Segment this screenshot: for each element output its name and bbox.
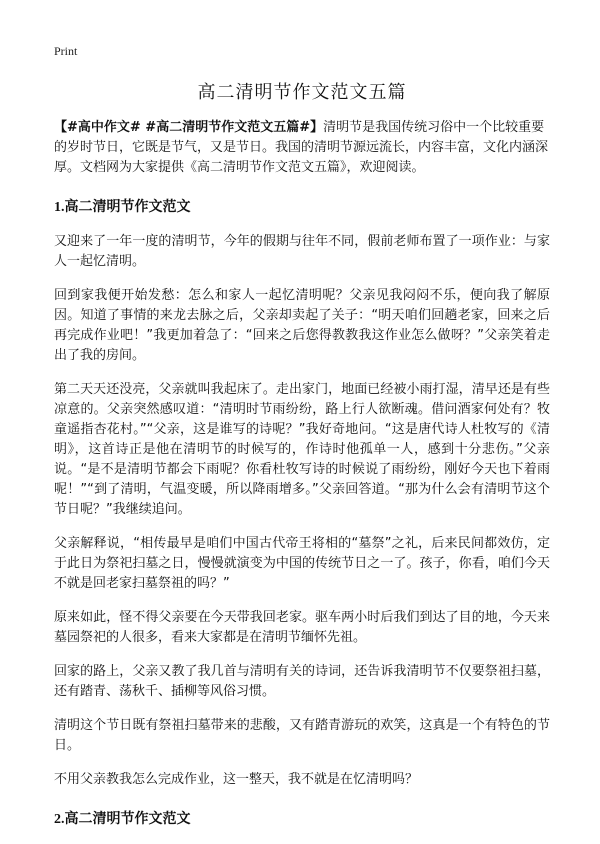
paragraph-1: 又迎来了一年一度的清明节，今年的假期与往年不同，假前老师布置了一项作业：与家人一起忆清明。 [54, 234, 550, 269]
paragraph-6: 回家的路上，父亲又教了我几首与清明有关的诗词，还告诉我清明节不仅要祭祖扫墓，还有踏青、荡秋千、插柳等风俗习惯。 [54, 664, 550, 699]
section-title-2: 2.高二清明节作文范文 [54, 812, 191, 827]
paragraph-2: 回到家我便开始发愁：怎么和家人一起忆清明呢？父亲见我闷闷不乐，便向我了解原因。知道了事情的来龙去脉之后，父亲却卖起了关子：“明天咱们回趟老家，回来之后再完成作业吧！”我更加着急了：“回来之后您得教教我这作业怎么做呀？”父亲笑着走出了我的房间。 [54, 288, 550, 363]
paragraph-3: 第二天天还没亮，父亲就叫我起床了。走出家门，地面已经被小雨打湿，清早还是有些凉意的。父亲突然感叹道：“清明时节雨纷纷，路上行人欲断魂。借问酒家何处有？牧童遥指杏花村。”“父亲，这是谁写的诗呢？”我好奇地问。“这是唐代诗人杜牧写的《清明》，这首诗正是他在清明节的时候写的，作诗时他孤单一人，感到十分悲伤。”父亲说。“是不是清明节都会下雨呢？你看杜牧写诗的时候说了雨纷纷，刚好今天也下着雨呢！”“到了清明，气温变暖，所以降雨增多。”父亲回答道。“那为什么会有清明节这个节日呢？”我继续追问。 [54, 382, 550, 517]
article [54, 78, 550, 844]
intro-paragraph [54, 118, 550, 178]
intro-text: 清明节是我国传统习俗中一个比较重要的岁时节日，它既是节气，又是节日。我国的清明节源远流长，内容丰富，文化内涵深厚。文档网为大家提供《高二清明节作文范文五篇》，欢迎阅读。 [54, 120, 549, 175]
paragraph-5: 原来如此，怪不得父亲要在今天带我回老家。驱车两小时后我们到达了目的地，今天来墓园祭祀的人很多，看来大家都是在清明节缅怀先祖。 [54, 610, 550, 645]
paragraph-4: 父亲解释说，“相传最早是咱们中国古代帝王将相的“墓祭”之礼，后来民间都效仿，定于此日为祭祀扫墓之日，慢慢就演变为中国的传统节日之一了。孩子，你看，咱们今天不就是回老家扫墓祭祖的吗？” [54, 536, 550, 591]
intro-tags: 【#高中作文# #高二清明节作文范文五篇#】 [54, 120, 324, 135]
paragraph-8: 不用父亲教我怎么完成作业，这一整天，我不就是在忆清明吗？ [54, 772, 419, 787]
paragraph-7: 清明这个节日既有祭祖扫墓带来的悲酸，又有踏青游玩的欢笑，这真是一个有特色的节日。 [54, 718, 550, 753]
print-link[interactable]: Print [54, 44, 78, 58]
section-title-1: 1.高二清明节作文范文 [54, 200, 191, 215]
page-title: 高二清明节作文范文五篇 [197, 82, 407, 103]
